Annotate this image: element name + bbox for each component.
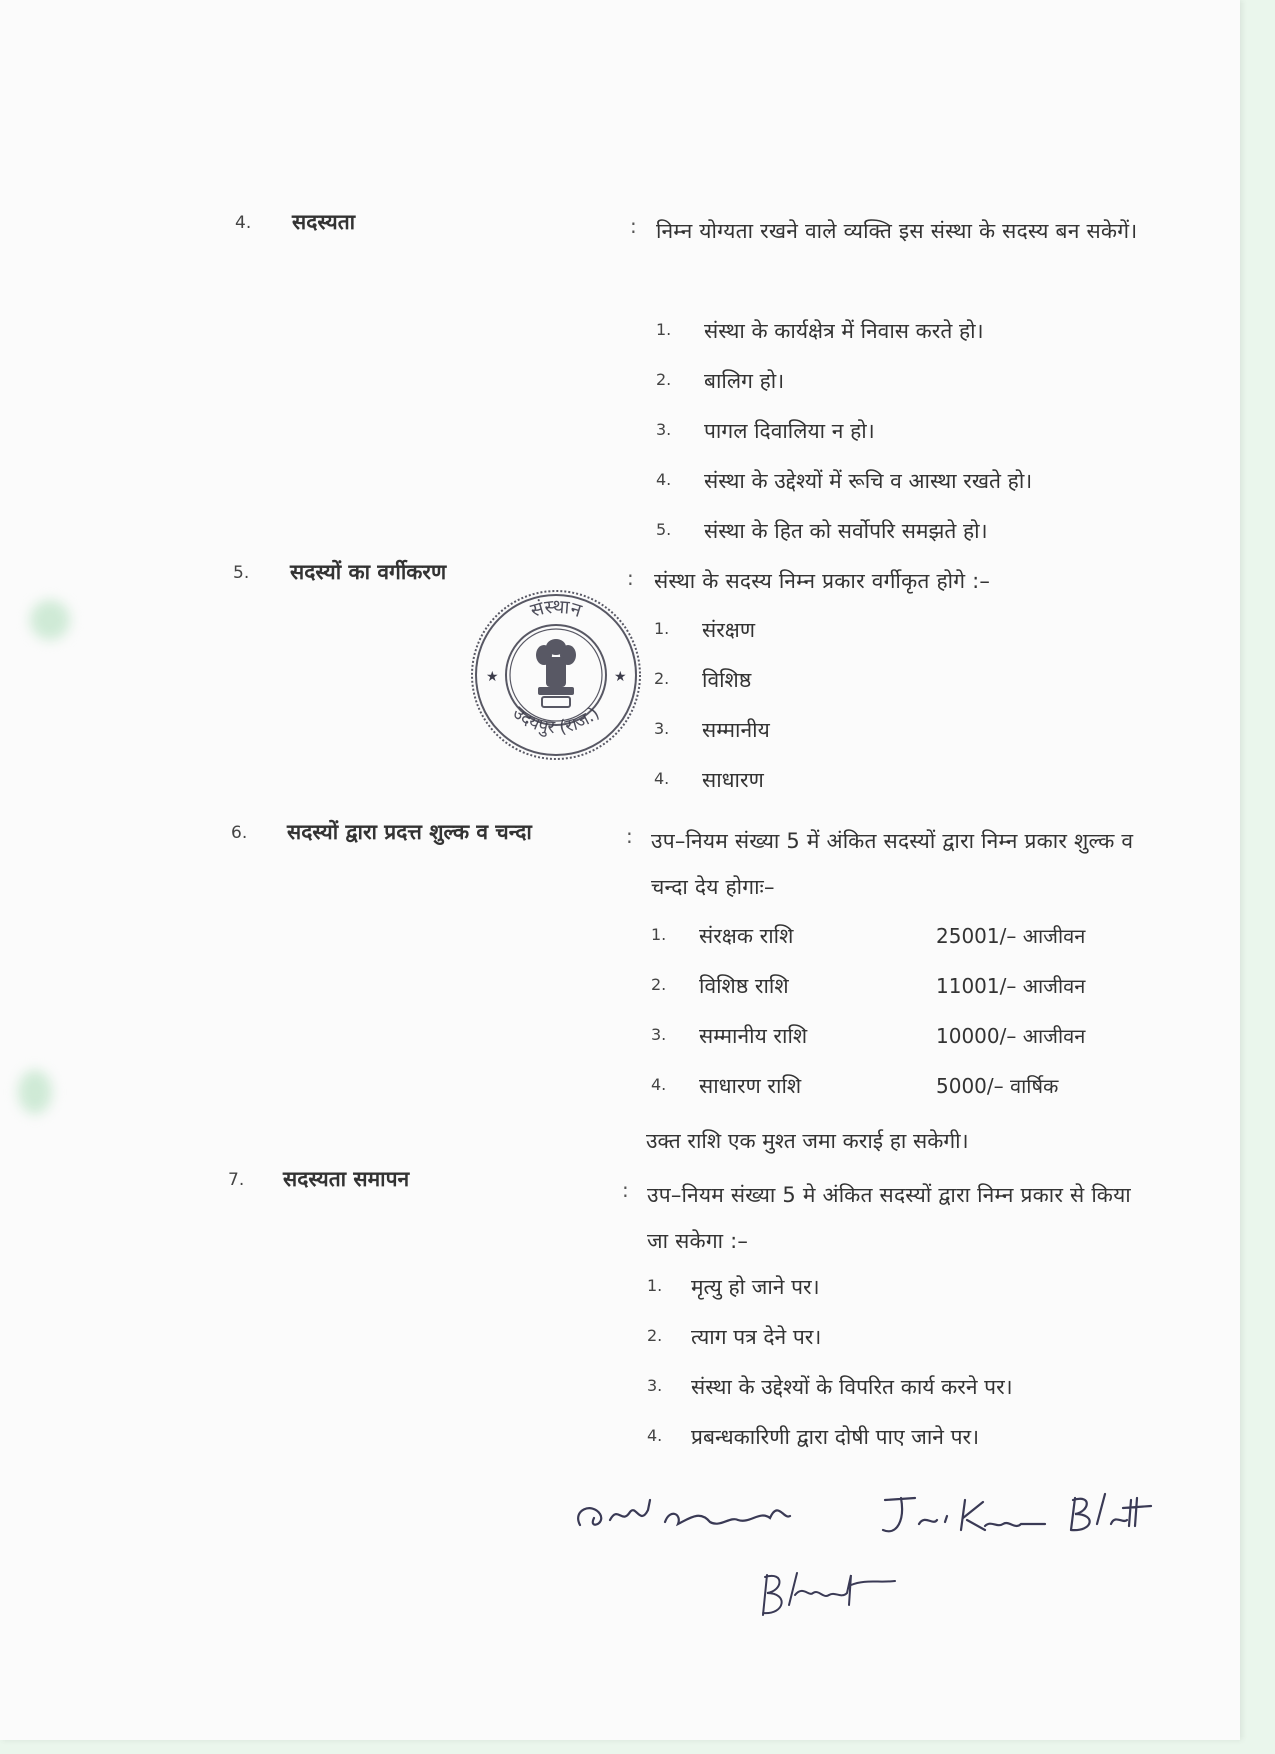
clause-text: निम्न योग्यता रखने वाले व्यक्ति इस संस्था के सदस्य बन सकेगें। <box>656 219 1138 243</box>
fee-row: 3. सम्मानीय राशि 10000/– आजीवन <box>651 1024 1086 1048</box>
clause-items <box>647 1273 1167 1473</box>
list-item: 1. मृत्यु हो जाने पर। <box>647 1275 820 1299</box>
fee-table <box>651 922 1171 1122</box>
seal-bottom-text: उदयपुर (राज.) <box>508 702 604 739</box>
signature-2 <box>875 1480 1175 1550</box>
list-item: 2. त्याग पत्र देने पर। <box>647 1325 822 1349</box>
list-item: 1. संस्था के कार्यक्षेत्र में निवास करते हो। <box>656 319 984 343</box>
list-item: 5. संस्था के हित को सर्वोपरि समझते हो। <box>656 519 988 543</box>
clause-note: उक्त राशि एक मुश्त जमा कराई हा सकेगी। <box>646 1129 969 1153</box>
list-item: 4. साधारण <box>654 768 764 792</box>
list-item: 3. संस्था के उद्देश्यों के विपरित कार्य करने पर। <box>647 1375 1013 1399</box>
list-item: 3. सम्मानीय <box>654 718 770 742</box>
clause-text: उप–नियम संख्या 5 में अंकित सदस्यों द्वारा निम्न प्रकार शुल्क व चन्दा देय होगाः– <box>651 829 1134 899</box>
paper-smudge <box>30 600 70 640</box>
emblem-icon <box>536 639 576 707</box>
fee-row: 2. विशिष्ठ राशि 11001/– आजीवन <box>651 974 1086 998</box>
clause-items <box>656 317 1176 567</box>
clause-colon: : <box>630 214 637 238</box>
clause-heading: सदस्यों द्वारा प्रदत्त शुल्क व चन्दा <box>287 820 532 844</box>
list-item: 2. बालिग हो। <box>656 369 785 393</box>
fee-row: 4. साधारण राशि 5000/– वार्षिक <box>651 1074 1059 1098</box>
list-item: 1. संरक्षण <box>654 618 756 642</box>
clause-number: 7. <box>228 1170 245 1190</box>
clause-colon: : <box>622 1178 629 1202</box>
clause-number: 4. <box>235 213 252 233</box>
list-item: 2. विशिष्ठ <box>654 668 752 692</box>
star-icon: ★ <box>486 669 499 685</box>
seal-top-text: संस्थान <box>528 595 585 623</box>
list-item: 4. प्रबन्धकारिणी द्वारा दोषी पाए जाने पर। <box>647 1425 980 1449</box>
list-item: 4. संस्था के उद्देश्यों में रूचि व आस्था रखते हो। <box>656 469 1033 493</box>
clause-text: उप–नियम संख्या 5 मे अंकित सदस्यों द्वारा निम्न प्रकार से किया जा सकेगा :– <box>647 1183 1131 1253</box>
signature-3 <box>755 1555 915 1625</box>
clause-text: संस्था के सदस्य निम्न प्रकार वर्गीकृत होगे :– <box>654 569 991 593</box>
organization-seal <box>466 585 646 765</box>
clause-heading: सदस्यता समापन <box>283 1167 410 1191</box>
paper-smudge <box>18 1070 52 1114</box>
list-item: 3. पागल दिवालिया न हो। <box>656 419 875 443</box>
clause-number: 6. <box>231 823 248 843</box>
clause-colon: : <box>627 566 634 590</box>
fee-row: 1. संरक्षक राशि 25001/– आजीवन <box>651 924 1086 948</box>
clause-items <box>654 616 1054 816</box>
clause-heading: सदस्यता <box>292 210 356 234</box>
star-icon: ★ <box>614 669 627 685</box>
signature-1 <box>570 1480 830 1550</box>
clause-number: 5. <box>233 563 250 583</box>
clause-colon: : <box>626 824 633 848</box>
clause-heading: सदस्यों का वर्गीकरण <box>290 560 447 584</box>
